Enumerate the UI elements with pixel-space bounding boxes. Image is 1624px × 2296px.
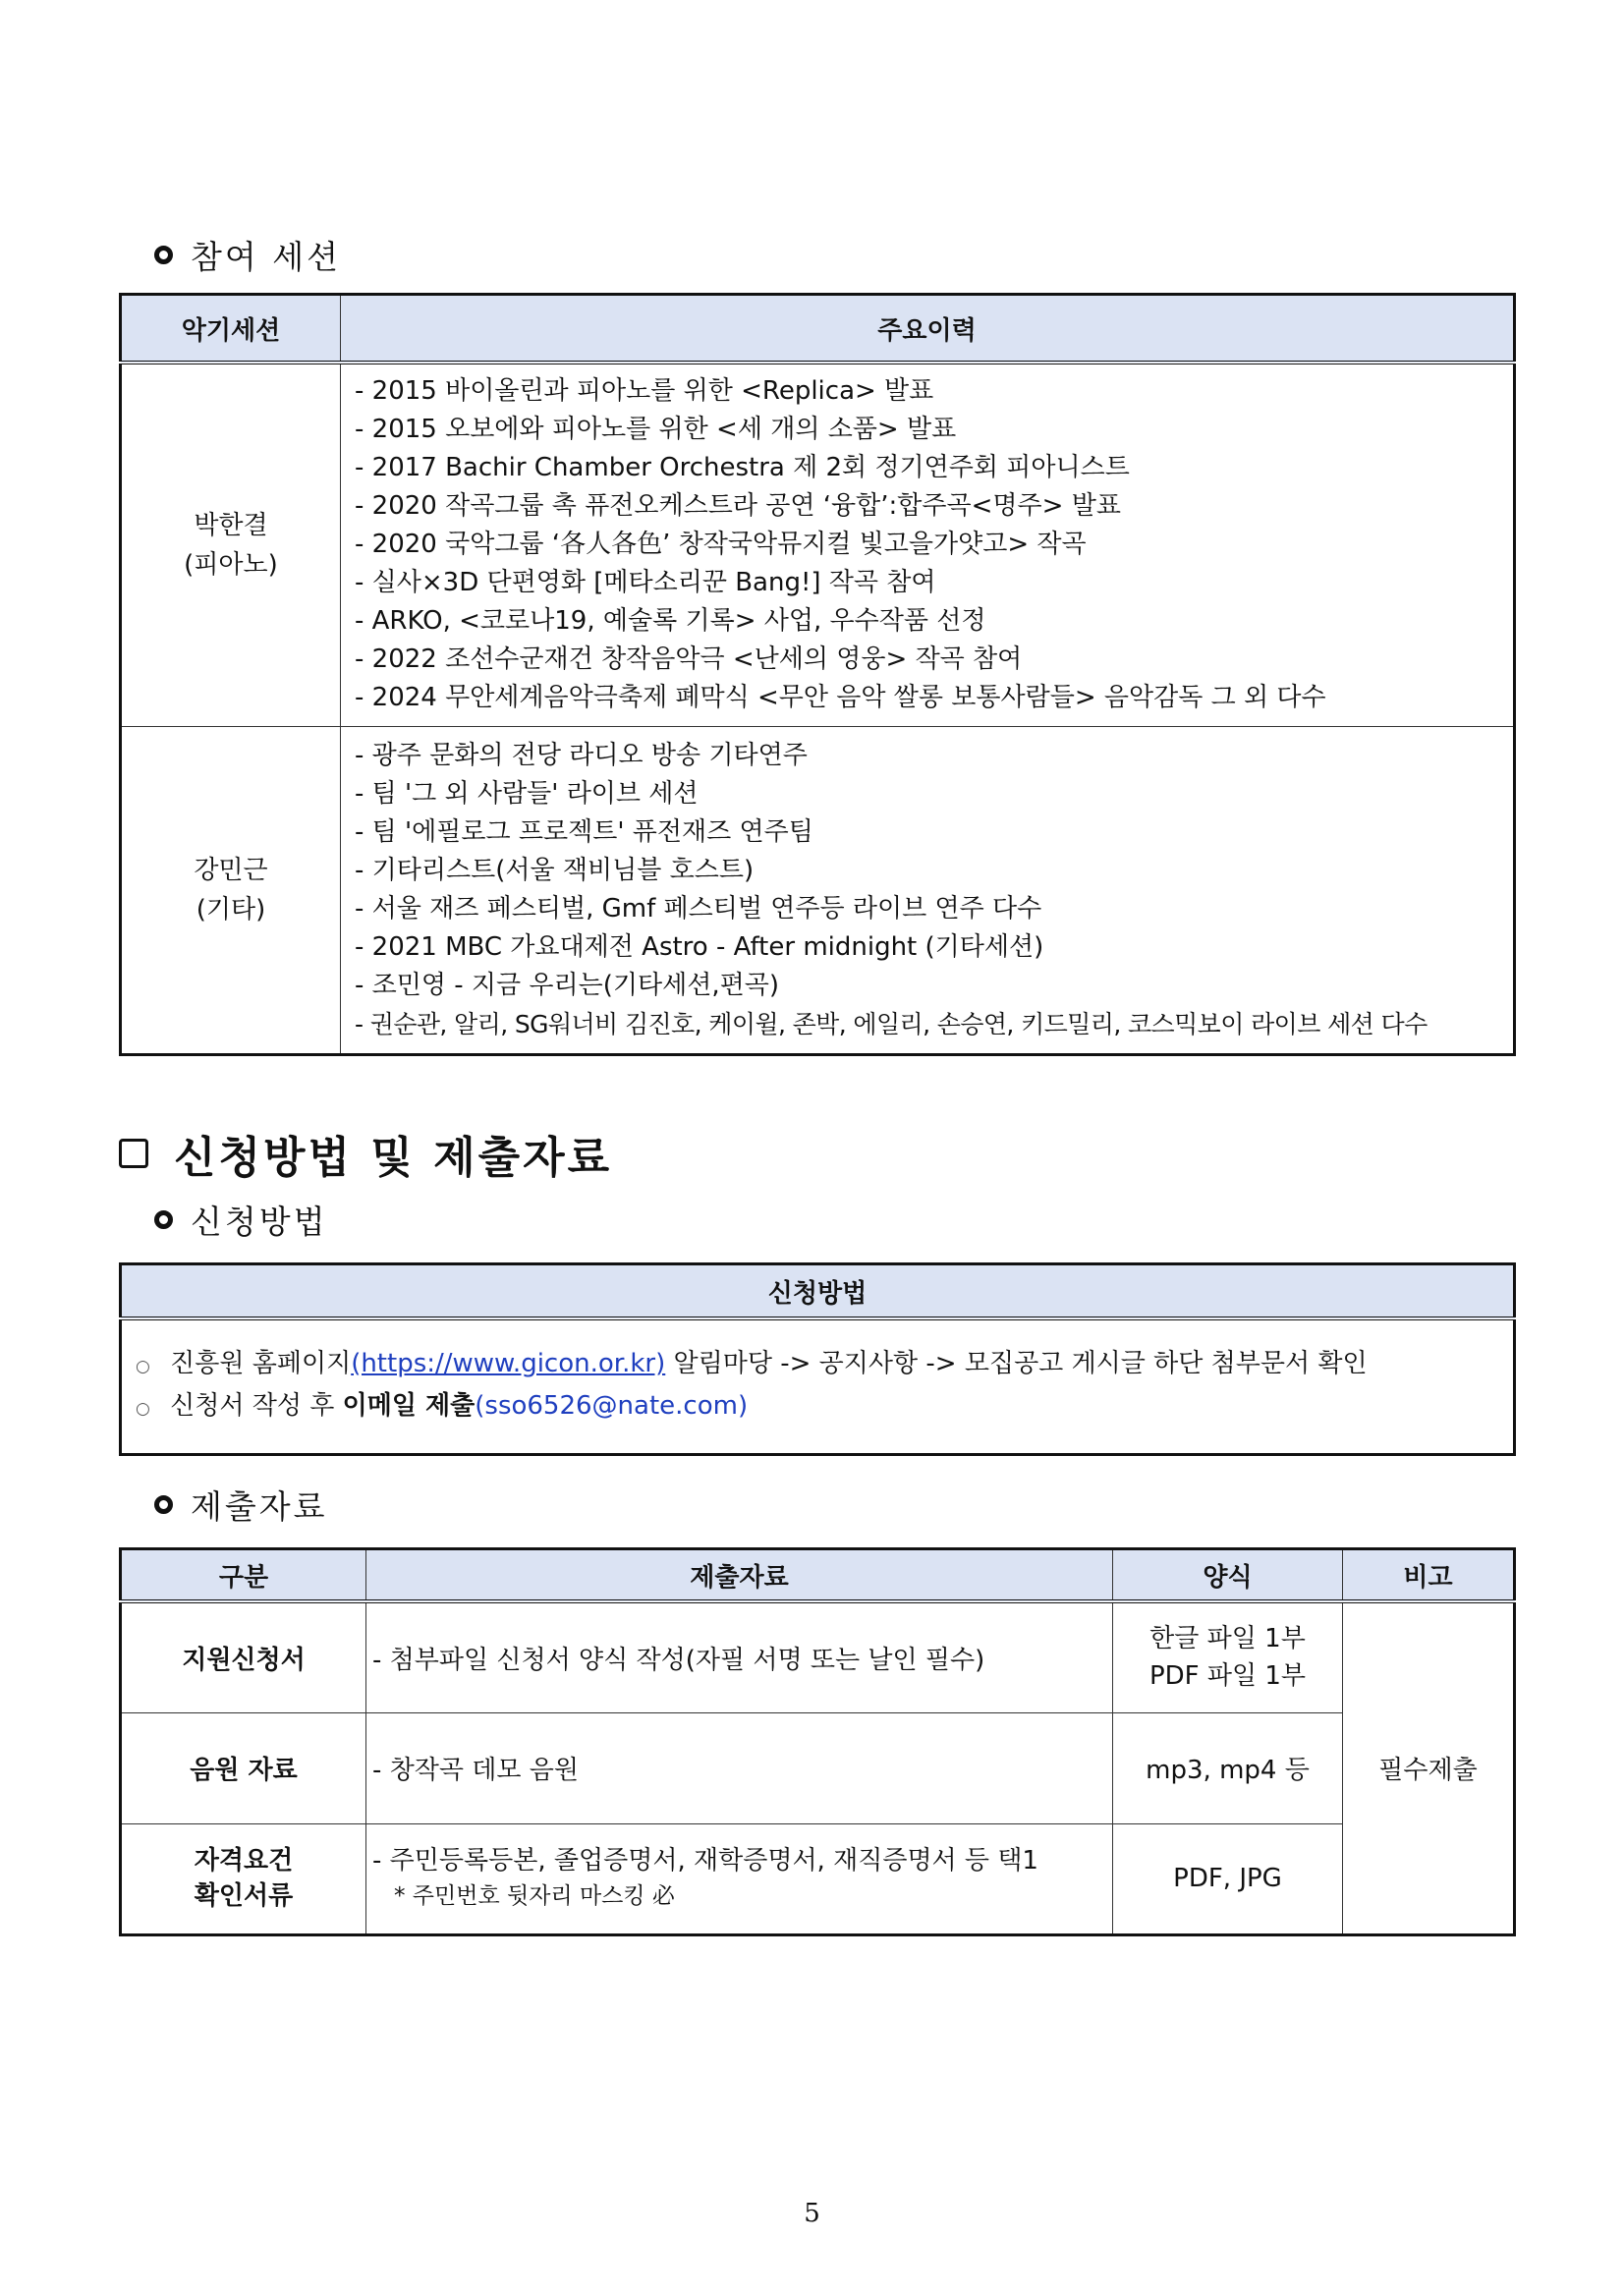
category-cell: 음원 자료 bbox=[121, 1712, 366, 1823]
main-heading-text: 신청방법 및 제출자료 bbox=[174, 1133, 613, 1183]
page-number: 5 bbox=[804, 2199, 820, 2228]
desc-line: - 주민등록등본, 졸업증명서, 재학증명서, 재직증명서 등 택1 bbox=[372, 1846, 1038, 1876]
application-method-table bbox=[119, 1262, 1516, 1456]
member-name: 박한결 bbox=[194, 510, 268, 540]
email-submit-emphasis: 이메일 제출 bbox=[342, 1391, 476, 1422]
method-line-1-prefix: 진흥원 홈페이지 bbox=[170, 1349, 352, 1379]
bullet-circle-icon bbox=[154, 1495, 173, 1514]
header-category: 구분 bbox=[121, 1549, 366, 1602]
bullet-circle-icon bbox=[154, 246, 173, 264]
history-list bbox=[341, 737, 1513, 1043]
subheading-text: 제출자료 bbox=[191, 1487, 328, 1526]
list-item: - 2021 MBC 가요대제전 Astro - After midnight (기타세션) bbox=[355, 931, 1044, 962]
header-history: 주요이력 bbox=[341, 295, 1515, 364]
session-member-cell bbox=[121, 363, 341, 726]
list-item: - 2015 오보에와 피아노를 위한 <세 개의 소품> 발표 bbox=[355, 415, 957, 445]
session-member-cell bbox=[121, 726, 341, 1054]
desc-cell: - 창작곡 데모 음원 bbox=[366, 1712, 1113, 1823]
header-materials: 제출자료 bbox=[366, 1549, 1113, 1602]
list-item: - 2017 Bachir Chamber Orchestra 제 2회 정기연주회 피아니스트 bbox=[355, 453, 1130, 483]
category-line: 자격요건 bbox=[194, 1846, 294, 1876]
method-body-cell bbox=[121, 1318, 1515, 1454]
category-line: 확인서류 bbox=[194, 1881, 294, 1911]
history-cell bbox=[341, 726, 1515, 1054]
header-note: 비고 bbox=[1343, 1549, 1515, 1602]
desc-cell bbox=[366, 1823, 1113, 1934]
application-method-heading bbox=[154, 1197, 328, 1243]
header-format: 양식 bbox=[1113, 1549, 1343, 1602]
list-item: - 권순관, 알리, SG워너비 김진호, 케이윌, 존박, 에일리, 손승연, 키드밀리, 코스믹보이 라이브 세션 다수 bbox=[355, 1009, 1428, 1038]
history-cell bbox=[341, 363, 1515, 726]
member-role: (피아노) bbox=[184, 549, 278, 580]
checkbox-square-icon bbox=[119, 1139, 148, 1168]
list-item: - 광주 문화의 전당 라디오 방송 기타연주 bbox=[355, 740, 808, 770]
format-line: PDF 파일 1부 bbox=[1148, 1661, 1307, 1692]
email-address[interactable]: (sso6526@nate.com) bbox=[475, 1391, 749, 1422]
list-item: - 2015 바이올린과 피아노를 위한 <Replica> 발표 bbox=[355, 376, 934, 407]
list-item: - ARKO, <코로나19, 예술록 기록> 사업, 우수작품 선정 bbox=[355, 606, 986, 637]
method-line-1-suffix: 알림마당 -> 공지사항 -> 모집공고 게시글 하단 첨부문서 확인 bbox=[665, 1349, 1368, 1379]
sessions-table bbox=[119, 293, 1516, 1056]
note-cell: 필수제출 bbox=[1343, 1601, 1515, 1934]
format-cell: PDF, JPG bbox=[1113, 1823, 1343, 1934]
section-participating-sessions-heading bbox=[154, 232, 341, 278]
header-instrument: 악기세션 bbox=[121, 295, 341, 364]
list-item: - 조민영 - 지금 우리는(기타세션,편곡) bbox=[355, 970, 779, 1000]
format-cell: mp3, mp4 등 bbox=[1113, 1712, 1343, 1823]
list-item: - 서울 재즈 페스티벌, Gmf 페스티벌 연주등 라이브 연주 다수 bbox=[355, 893, 1042, 924]
bullet-glyph: ○ bbox=[136, 1357, 150, 1377]
method-line-2 bbox=[136, 1386, 1513, 1428]
homepage-link[interactable]: (https://www.gicon.or.kr) bbox=[351, 1349, 666, 1379]
method-line-2-prefix: 신청서 작성 후 bbox=[170, 1391, 343, 1422]
desc-note: * 주민번호 뒷자리 마스킹 必 bbox=[394, 1883, 675, 1909]
submission-materials-heading bbox=[154, 1482, 328, 1528]
list-item: - 팀 '에필로그 프로젝트' 퓨전재즈 연주팀 bbox=[355, 816, 813, 847]
desc-cell: - 첨부파일 신청서 양식 작성(자필 서명 또는 날인 필수) bbox=[366, 1601, 1113, 1712]
list-item: - 실사×3D 단편영화 [메타소리꾼 Bang!] 작곡 참여 bbox=[355, 568, 936, 598]
subheading-text: 신청방법 bbox=[191, 1203, 328, 1241]
category-cell bbox=[121, 1823, 366, 1934]
list-item: - 기타리스트(서울 잭비님블 호스트) bbox=[355, 855, 755, 885]
member-name: 강민근 bbox=[194, 855, 268, 885]
bullet-circle-icon bbox=[154, 1210, 173, 1229]
format-cell bbox=[1113, 1601, 1343, 1712]
method-header: 신청방법 bbox=[121, 1264, 1515, 1319]
member-role: (기타) bbox=[196, 894, 266, 924]
method-line-1 bbox=[136, 1344, 1513, 1386]
list-item: - 2024 무안세계음악극축제 폐막식 <무안 음악 쌀롱 보통사람들> 음악감독 그 외 다수 bbox=[355, 683, 1326, 713]
section-application-heading bbox=[119, 1122, 612, 1185]
list-item: - 2020 국악그룹 ‘各人各色’ 창작국악뮤지컬 빛고을가얏고> 작곡 bbox=[355, 530, 1087, 560]
submission-materials-table bbox=[119, 1547, 1516, 1936]
category-cell: 지원신청서 bbox=[121, 1601, 366, 1712]
history-list bbox=[341, 372, 1513, 717]
format-line: 한글 파일 1부 bbox=[1149, 1624, 1306, 1654]
subheading-text: 참여 세션 bbox=[191, 238, 342, 276]
bullet-glyph: ○ bbox=[136, 1399, 150, 1420]
list-item: - 팀 '그 외 사람들' 라이브 세션 bbox=[355, 778, 699, 809]
list-item: - 2022 조선수군재건 창작음악극 <난세의 영웅> 작곡 참여 bbox=[355, 644, 1023, 675]
list-item: - 2020 작곡그룹 촉 퓨전오케스트라 공연 ‘융합’:합주곡<명주> 발표 bbox=[355, 491, 1121, 522]
